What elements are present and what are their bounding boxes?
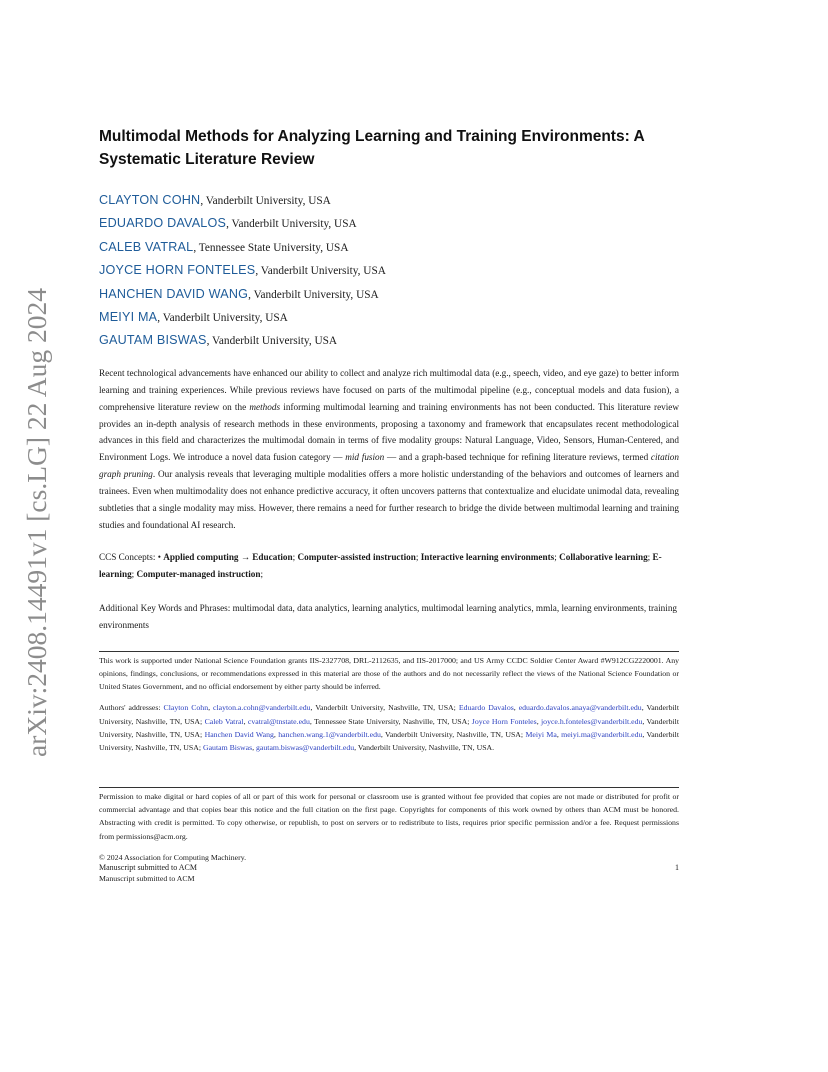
author-affiliation: , Tennessee State University, USA	[193, 241, 349, 254]
email-link[interactable]: eduardo.davalos.anaya@vanderbilt.edu	[518, 703, 642, 713]
email-link[interactable]: gautam.biswas@vanderbilt.edu	[256, 743, 355, 753]
footer-left: Manuscript submitted to ACM	[99, 863, 197, 872]
copyright-note: © 2024 Association for Computing Machinery.	[99, 852, 247, 862]
author-affiliation: , Vanderbilt University, USA	[206, 335, 338, 348]
email-link[interactable]: joyce.h.fonteles@vanderbilt.edu	[541, 716, 643, 726]
email-link[interactable]: cvatral@tnstate.edu	[247, 716, 310, 726]
footnote-divider	[99, 651, 679, 652]
abstract-text: . Our analysis reveals that leveraging multiple modalities offers a more holistic understanding of the behaviors and outcomes of learners and trainees. Even when multimodality does not enhance predictive accuracy, it often uncovers patterns that contextualize and elucidate unimodal data, revealing subtleties that a single modality may miss. However, there remains a need for further research to bridge the divide between multimodal learning and training studies and foundational AI research.	[99, 469, 679, 530]
author-name: MEIYI MA	[99, 310, 158, 325]
address-text: , Tennessee State University, Nashville, TN, USA;	[309, 716, 472, 726]
author-name: CLAYTON COHN	[99, 193, 201, 207]
author-line	[99, 236, 679, 259]
author-affiliation: , Vanderbilt University, USA	[226, 218, 357, 231]
author-list	[99, 189, 679, 353]
author-link[interactable]: Caleb Vatral	[204, 716, 244, 726]
ccs-label: CCS Concepts: •	[99, 551, 164, 562]
address-text: , Vanderbilt University, Nashville, TN, USA.	[354, 743, 495, 753]
author-name: CALEB VATRAL	[99, 239, 194, 254]
abstract-text: Recent technological advancements have enhanced our ability to collect and analyze rich multimodal data (e.g., speech, video, and eye gaze) to better inform learning and training experiences. While previous reviews have focused on parts of the multimodal pipeline (e.g., conceptual models and data fusion), a comprehensive literature review on the	[99, 367, 679, 412]
ccs-concepts: CCS Concepts: • Applied computing → Education; Computer-assisted instruction; Interactive learning environments; Collaborative learning; E-learning; Computer-managed instruction;	[99, 551, 662, 579]
author-addresses: Authors' addresses: Clayton Cohn, clayton.a.cohn@vanderbilt.edu, Vanderbilt University, Nashville, TN, USA; Eduardo Davalos, eduardo.davalos.anaya@vanderbilt.edu, Vanderbilt University, Nashville, TN, USA; Caleb Vatral, cvatral@tnstate.edu, Tennessee State University, Nashville, TN, USA; Joyce Horn Fonteles, joyce.h.fonteles@vanderbilt.edu, Vanderbilt University, Nashville, TN, USA; Hanchen David Wang, hanchen.wang.1@vanderbilt.edu, Vanderbilt University, Nashville, TN, USA; Meiyi Ma, meiyi.ma@vanderbilt.edu, Vanderbilt University, Nashville, TN, USA; Gautam Biswas, gautam.biswas@vanderbilt.edu, Vanderbilt University, Nashville, TN, USA.	[99, 703, 680, 753]
author-line	[99, 189, 679, 212]
author-line	[99, 259, 679, 282]
abstract-text: informing multimodal learning and training environments has not been conducted. This literature review provides an in-depth analysis of research methods in these environments, proposing a taxonomy and framework that encapsulates recent methodological advances in this field and characterizes the multimodal domain in terms of five modality groups: Natural Language, Video, Sensors, Human-Centered, and Environment Logs. We introduce a novel data fusion category —	[99, 401, 680, 463]
address-text: , Vanderbilt University, Nashville, TN, USA;	[310, 703, 459, 713]
abstract-emphasis: methods	[249, 401, 281, 412]
page-footer	[99, 863, 679, 872]
ccs-concept: Computer-managed instruction	[136, 568, 261, 579]
ccs-concept: Applied computing → Education	[163, 551, 293, 562]
addresses-label: Authors' addresses:	[99, 703, 164, 713]
manuscript-note: Manuscript submitted to ACM	[99, 873, 195, 883]
author-affiliation: , Vanderbilt University, USA	[248, 288, 379, 301]
address-text: , Vanderbilt University, Nashville, TN, USA;	[99, 703, 679, 726]
author-name: HANCHEN DAVID WANG	[99, 286, 249, 301]
email-link[interactable]: hanchen.wang.1@vanderbilt.edu	[278, 729, 381, 739]
abstract	[99, 365, 679, 534]
ccs-concept: Interactive learning environments	[420, 551, 555, 562]
address-text: , Vanderbilt University, Nashville, TN, USA;	[99, 729, 680, 753]
abstract-emphasis: mid fusion	[345, 452, 385, 463]
author-affiliation: , Vanderbilt University, USA	[157, 312, 288, 325]
email-link[interactable]: clayton.a.cohn@vanderbilt.edu	[213, 703, 311, 713]
author-link[interactable]: Clayton Cohn	[163, 703, 209, 713]
author-link[interactable]: Meiyi Ma	[525, 729, 557, 739]
ccs-concept: Computer-assisted instruction	[297, 551, 416, 562]
author-line	[99, 212, 679, 235]
ccs-concept: Collaborative learning	[559, 551, 648, 562]
permission-footnotes	[99, 787, 679, 893]
author-link[interactable]: Eduardo Davalos	[458, 703, 514, 713]
author-affiliation: , Vanderbilt University, USA	[200, 195, 331, 207]
address-text: , Vanderbilt University, Nashville, TN, USA;	[99, 716, 680, 739]
email-link[interactable]: meiyi.ma@vanderbilt.edu	[561, 729, 643, 739]
author-affiliation: , Vanderbilt University, USA	[255, 265, 386, 278]
author-name: GAUTAM BISWAS	[99, 333, 207, 348]
author-name: JOYCE HORN FONTELES	[99, 263, 256, 278]
arxiv-stamp: arXiv:2408.14491v1 [cs.LG] 22 Aug 2024	[21, 288, 52, 757]
page-number: 1	[675, 863, 679, 872]
permission-note: Permission to make digital or hard copies of all or part of this work for personal or classroom use is granted without fee provided that copies are not made or distributed for profit or commercial advantage and that copies bear this notice and the full citation on the first page. Copyrights for components of this work owned by others than ACM must be honored. Abstracting with credit is permitted. To copy otherwise, or republish, to post on servers or to redistribute to lists, requires prior specific permission and/or a fee. Request permissions from permissions@acm.org.	[99, 792, 679, 841]
author-line	[99, 306, 679, 329]
paper-front-matter	[99, 125, 679, 643]
funding-note: This work is supported under National Science Foundation grants IIS-2327708, DRL-2112635, and IIS-2017000; and US Army CCDC Soldier Center Award #W912CG2220001. Any opinions, findings, conclusions, or recommendations expressed in this material are those of the authors and do not necessarily reflect the views of the National Science Foundation or United States Government, and no official endorsement by either party should be inferred.	[99, 656, 679, 692]
author-link[interactable]: Joyce Horn Fonteles	[471, 716, 537, 726]
author-line	[99, 329, 679, 352]
abstract-text: — and a graph-based technique for refining literature reviews, termed	[384, 452, 651, 463]
ccs-concept: E-learning	[99, 551, 662, 579]
author-line	[99, 283, 679, 306]
keywords: Additional Key Words and Phrases: multimodal data, data analytics, learning analytics, multimodal learning analytics, mmla, learning environments, training environments	[99, 602, 678, 630]
author-link[interactable]: Hanchen David Wang	[204, 729, 274, 739]
address-text: , Vanderbilt University, Nashville, TN, USA;	[380, 729, 526, 739]
footnote-divider	[99, 787, 679, 788]
abstract-emphasis: citation graph pruning	[99, 452, 679, 480]
paper-title: Multimodal Methods for Analyzing Learning and Training Environments: A Systematic Literature Review	[99, 128, 645, 168]
funding-footnotes	[99, 651, 679, 762]
author-name: EDUARDO DAVALOS	[99, 216, 227, 231]
author-link[interactable]: Gautam Biswas	[202, 743, 253, 753]
